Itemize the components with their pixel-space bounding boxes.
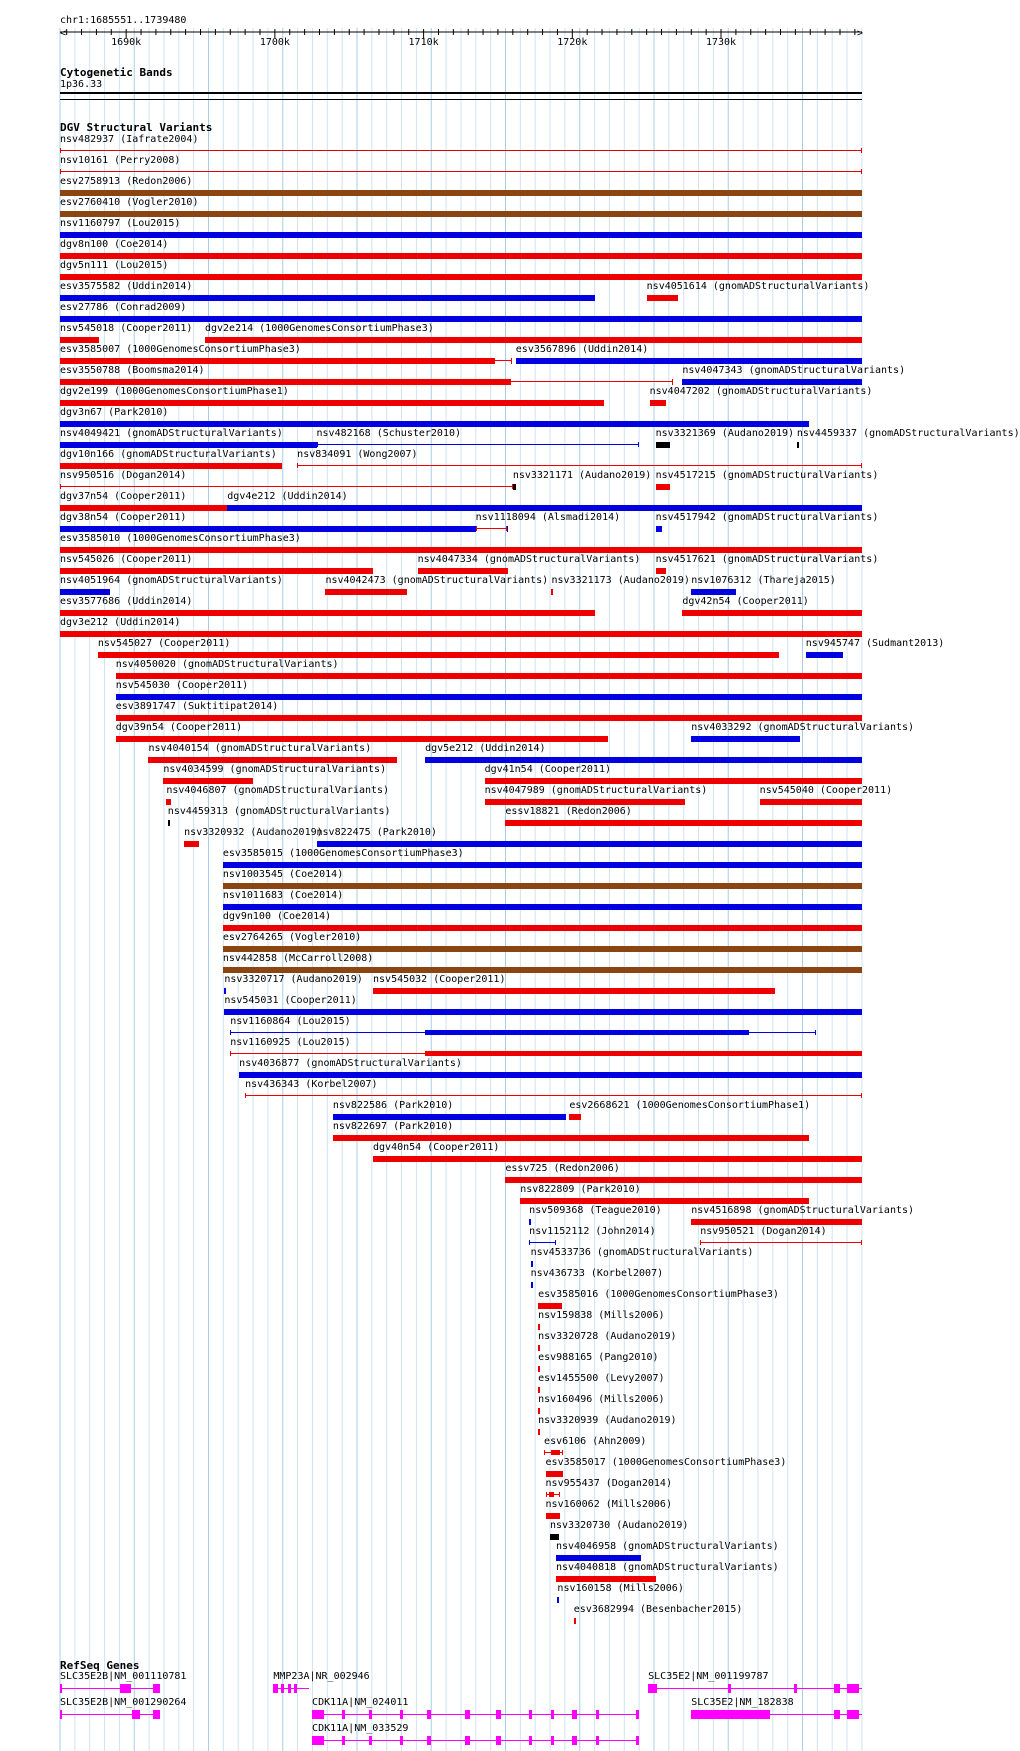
variant-label[interactable]: nsv1152112 (John2014) <box>529 1226 656 1237</box>
variant-label[interactable]: nsv3320728 (Audano2019) <box>538 1331 677 1342</box>
variant-label[interactable]: nsv482937 (Iafrate2004) <box>60 134 199 145</box>
variant-label[interactable]: nsv1160925 (Lou2015) <box>230 1037 351 1048</box>
gene-exon[interactable] <box>794 1684 797 1693</box>
variant-label[interactable]: esv3567896 (Uddin2014) <box>515 344 649 355</box>
gene-exon[interactable] <box>465 1710 469 1719</box>
gene-intron[interactable] <box>312 1714 639 1715</box>
variant-label[interactable]: esv3585017 (1000GenomesConsortiumPhase3) <box>545 1457 787 1468</box>
variant-label[interactable]: nsv4034599 (gnomADStructuralVariants) <box>163 764 387 775</box>
gene-label[interactable]: MMP23A|NR_002946 <box>273 1671 370 1682</box>
variant-label[interactable]: esv3585016 (1000GenomesConsortiumPhase3) <box>538 1289 779 1300</box>
variant-label[interactable]: nsv545026 (Cooper2011) <box>60 554 193 565</box>
variant-label[interactable]: nsv160158 (Mills2006) <box>557 1583 684 1594</box>
variant-label[interactable]: nsv4046807 (gnomADStructuralVariants) <box>166 785 390 796</box>
ruler-tick-label: 1690k <box>111 37 142 48</box>
gene-exon[interactable] <box>427 1710 431 1719</box>
variant-label[interactable]: nsv509368 (Teague2010) <box>529 1205 662 1216</box>
variant-label[interactable]: nsv3321171 (Audano2019) <box>512 470 652 481</box>
variant-label[interactable]: nsv4051964 (gnomADStructuralVariants) <box>60 575 283 586</box>
variant-label[interactable]: dgv2e214 (1000GenomesConsortiumPhase3) <box>204 323 434 334</box>
variant-label[interactable]: nsv545031 (Cooper2011) <box>224 995 357 1006</box>
gene-exon[interactable] <box>400 1736 403 1745</box>
gene-exon[interactable] <box>153 1710 160 1719</box>
variant-label[interactable]: dgv8n100 (Coe2014) <box>60 239 169 250</box>
variant-label[interactable]: nsv4459313 (gnomADStructuralVariants) <box>167 806 391 817</box>
variant-label[interactable]: nsv822475 (Park2010) <box>316 827 437 838</box>
variant-label[interactable]: esv3550788 (Boomsma2014) <box>60 365 205 376</box>
gene-exon[interactable] <box>551 1736 554 1745</box>
variant-label[interactable]: esv3682994 (Besenbacher2015) <box>573 1604 743 1615</box>
variant-label[interactable]: nsv945747 (Sudmant2013) <box>805 638 945 649</box>
gene-exon[interactable] <box>847 1684 859 1693</box>
variant-label[interactable]: dgv39n54 (Cooper2011) <box>115 722 243 733</box>
variant-label[interactable]: nsv4517621 (gnomADStructuralVariants) <box>655 554 879 565</box>
cyto-track-title: Cytogenetic Bands <box>60 66 173 79</box>
gene-exon[interactable] <box>596 1736 599 1745</box>
variant-label[interactable]: esv27786 (Conrad2009) <box>60 302 187 313</box>
gene-exon[interactable] <box>529 1736 532 1745</box>
variant-label[interactable]: nsv4049421 (gnomADStructuralVariants) <box>60 428 283 439</box>
locus-label: chr1:1685551..1739480 <box>60 15 187 26</box>
variant-label[interactable]: esv3575582 (Uddin2014) <box>60 281 193 292</box>
variant-label[interactable]: nsv4047334 (gnomADStructuralVariants) <box>417 554 641 565</box>
variant-label[interactable]: nsv4050020 (gnomADStructuralVariants) <box>115 659 339 670</box>
variant-label[interactable]: nsv834091 (Wong2007) <box>297 449 418 460</box>
variant-label[interactable]: nsv950521 (Dogan2014) <box>700 1226 827 1237</box>
variant-label[interactable]: nsv4517942 (gnomADStructuralVariants) <box>655 512 879 523</box>
gene-intron[interactable] <box>60 1714 160 1715</box>
ruler-tick-label: 1720k <box>557 37 588 48</box>
variant-label[interactable]: esv2758913 (Redon2006) <box>60 176 193 187</box>
gene-exon[interactable] <box>572 1736 576 1745</box>
gene-exon[interactable] <box>60 1710 62 1719</box>
variant-label[interactable]: dgv2e199 (1000GenomesConsortiumPhase1) <box>60 386 289 397</box>
variant-label[interactable]: nsv4459337 (gnomADStructuralVariants) <box>796 428 1020 439</box>
variant-label[interactable]: esv2760410 (Vogler2010) <box>60 197 199 208</box>
variant-label[interactable]: nsv1003545 (Coe2014) <box>222 869 344 880</box>
variant-label[interactable]: nsv822809 (Park2010) <box>520 1184 641 1195</box>
variant-label[interactable]: nsv3320932 (Audano2019) <box>184 827 323 838</box>
variant-label[interactable]: dgv40n54 (Cooper2011) <box>373 1142 500 1153</box>
variant-label[interactable]: nsv4517215 (gnomADStructuralVariants) <box>655 470 879 481</box>
variant-label[interactable]: nsv436343 (Korbel2007) <box>245 1079 378 1090</box>
cyto-band-label: 1p36.33 <box>60 79 103 90</box>
variant-label[interactable]: nsv3321173 (Audano2019) <box>551 575 690 586</box>
gene-exon[interactable] <box>496 1710 500 1719</box>
variant-label[interactable]: dgv3n67 (Park2010) <box>60 407 169 418</box>
gene-exon[interactable] <box>273 1684 277 1693</box>
gene-exon[interactable] <box>551 1710 554 1719</box>
variant-label[interactable]: dgv5e212 (Uddin2014) <box>425 743 546 754</box>
variant-label[interactable]: dgv9n100 (Coe2014) <box>222 911 332 922</box>
variant-label[interactable]: essv725 (Redon2006) <box>505 1163 620 1174</box>
gene-exon[interactable] <box>400 1710 403 1719</box>
gene-exon[interactable] <box>294 1684 297 1693</box>
variant-label[interactable]: nsv482168 (Schuster2010) <box>316 428 462 439</box>
variant-label[interactable]: nsv4046958 (gnomADStructuralVariants) <box>555 1541 779 1552</box>
variant-label[interactable]: esv988165 (Pang2010) <box>538 1352 659 1363</box>
gene-label[interactable]: SLC35E2B|NM_001110781 <box>60 1671 187 1682</box>
gene-exon[interactable] <box>369 1710 372 1719</box>
variant-label[interactable]: nsv3320939 (Audano2019) <box>538 1415 677 1426</box>
gene-exon[interactable] <box>60 1684 62 1693</box>
gene-exon[interactable] <box>120 1684 130 1693</box>
gene-exon[interactable] <box>529 1710 532 1719</box>
variant-label[interactable]: dgv42n54 (Cooper2011) <box>682 596 809 607</box>
variant-label[interactable]: dgv3e212 (Uddin2014) <box>60 617 181 628</box>
variant-label[interactable]: nsv4533736 (gnomADStructuralVariants) <box>530 1247 754 1258</box>
gene-label[interactable]: SLC35E2B|NM_001290264 <box>60 1697 187 1708</box>
variant-label[interactable]: nsv1011683 (Coe2014) <box>222 890 344 901</box>
gene-intron[interactable] <box>60 1688 160 1689</box>
variant-label[interactable]: nsv545030 (Cooper2011) <box>115 680 249 691</box>
variant-label[interactable]: nsv4051614 (gnomADStructuralVariants) <box>646 281 870 292</box>
ruler-tick-label: 1710k <box>408 37 439 48</box>
variant-label[interactable]: nsv4042473 (gnomADStructuralVariants) <box>325 575 549 586</box>
variant-label[interactable]: essv18821 (Redon2006) <box>505 806 632 817</box>
variant-label[interactable]: dgv10n166 (gnomADStructuralVariants) <box>60 449 277 460</box>
variant-label[interactable]: nsv3320717 (Audano2019) <box>224 974 363 985</box>
variant-label[interactable]: nsv4033292 (gnomADStructuralVariants) <box>691 722 915 733</box>
variant-label[interactable]: nsv4040818 (gnomADStructuralVariants) <box>555 1562 779 1573</box>
variant-label[interactable]: dgv5n111 (Lou2015) <box>60 260 169 271</box>
variant-label[interactable]: nsv160062 (Mills2006) <box>545 1499 672 1510</box>
variant-label[interactable]: nsv159838 (Mills2006) <box>538 1310 665 1321</box>
gene-exon[interactable] <box>281 1684 284 1693</box>
gene-exon[interactable] <box>648 1684 657 1693</box>
gene-exon[interactable] <box>312 1710 324 1719</box>
variant-label[interactable]: nsv442858 (McCarroll2008) <box>222 953 374 964</box>
gene-exon[interactable] <box>342 1736 345 1745</box>
ruler-right-arrow: > <box>857 28 864 39</box>
gene-exon[interactable] <box>427 1736 431 1745</box>
gene-exon[interactable] <box>312 1736 324 1745</box>
variant-label[interactable]: nsv436733 (Korbel2007) <box>530 1268 664 1279</box>
variant-label[interactable]: nsv545040 (Cooper2011) <box>759 785 893 796</box>
variant-label[interactable]: nsv4040154 (gnomADStructuralVariants) <box>148 743 372 754</box>
variant-label[interactable]: esv3585010 (1000GenomesConsortiumPhase3) <box>60 533 301 544</box>
dgv-track-title: DGV Structural Variants <box>60 121 213 134</box>
variant-label[interactable]: nsv10161 (Perry2008) <box>60 155 181 166</box>
variant-label[interactable]: esv3585007 (1000GenomesConsortiumPhase3) <box>60 344 301 355</box>
variant-label[interactable]: nsv4047202 (gnomADStructuralVariants) <box>649 386 873 397</box>
variant-label[interactable]: nsv1076312 (Thareja2015) <box>691 575 836 586</box>
variant-label[interactable]: nsv822586 (Park2010) <box>332 1100 454 1111</box>
variant-label[interactable]: dgv41n54 (Cooper2011) <box>484 764 611 775</box>
variant-label[interactable]: nsv4516898 (gnomADStructuralVariants) <box>691 1205 915 1216</box>
variant-label[interactable]: esv3585015 (1000GenomesConsortiumPhase3) <box>222 848 464 859</box>
gene-exon[interactable] <box>465 1736 469 1745</box>
gene-intron[interactable] <box>312 1740 639 1741</box>
variant-label[interactable]: nsv3320730 (Audano2019) <box>549 1520 689 1531</box>
gene-exon[interactable] <box>847 1710 859 1719</box>
ruler-tick-label: 1730k <box>705 37 737 48</box>
variant-label[interactable]: dgv38n54 (Cooper2011) <box>60 512 187 523</box>
gene-label[interactable]: CDK11A|NM_024011 <box>312 1697 409 1708</box>
variant-label[interactable]: nsv160496 (Mills2006) <box>538 1394 665 1405</box>
gene-exon[interactable] <box>834 1710 840 1719</box>
gene-exon[interactable] <box>691 1710 770 1719</box>
variant-label[interactable]: nsv545032 (Cooper2011) <box>373 974 506 985</box>
variant-label[interactable]: esv6106 (Ahn2009) <box>544 1436 647 1447</box>
variant-label[interactable]: nsv822697 (Park2010) <box>332 1121 454 1132</box>
gene-exon[interactable] <box>636 1710 639 1719</box>
variant-label[interactable]: nsv1160797 (Lou2015) <box>60 218 181 229</box>
variant-label[interactable]: nsv955437 (Dogan2014) <box>545 1478 672 1489</box>
variant-label[interactable]: nsv1160864 (Lou2015) <box>230 1016 351 1027</box>
variant-label[interactable]: esv1455500 (Levy2007) <box>538 1373 665 1384</box>
gene-exon[interactable] <box>496 1736 500 1745</box>
variant-label[interactable]: nsv545018 (Cooper2011) <box>60 323 193 334</box>
variant-label[interactable]: esv3891747 (Suktitipat2014) <box>115 701 279 712</box>
variant-label[interactable]: nsv4047343 (gnomADStructuralVariants) <box>682 365 906 376</box>
gene-label[interactable]: SLC35E2|NM_182838 <box>691 1697 794 1708</box>
variant-label[interactable]: nsv4036877 (gnomADStructuralVariants) <box>239 1058 462 1069</box>
gene-label[interactable]: CDK11A|NM_033529 <box>312 1723 409 1734</box>
ruler-left-arrow: < <box>60 28 67 39</box>
gene-exon[interactable] <box>572 1710 576 1719</box>
gene-exon[interactable] <box>342 1710 345 1719</box>
gene-intron[interactable] <box>648 1688 862 1689</box>
gene-exon[interactable] <box>834 1684 840 1693</box>
variant-label[interactable]: esv2668621 (1000GenomesConsortiumPhase1) <box>569 1100 811 1111</box>
gene-intron[interactable] <box>273 1688 309 1689</box>
gene-label[interactable]: SLC35E2|NM_001199787 <box>648 1671 769 1682</box>
variant-label[interactable]: nsv545027 (Cooper2011) <box>97 638 231 649</box>
variant-label[interactable]: esv3577686 (Uddin2014) <box>60 596 193 607</box>
gene-exon[interactable] <box>728 1684 731 1693</box>
variant-label[interactable]: nsv4047989 (gnomADStructuralVariants) <box>484 785 708 796</box>
gene-exon[interactable] <box>596 1710 599 1719</box>
gene-exon[interactable] <box>636 1736 639 1745</box>
variant-label[interactable]: esv2764265 (Vogler2010) <box>222 932 362 943</box>
refseq-track-title: RefSeq Genes <box>60 1659 140 1672</box>
gene-exon[interactable] <box>132 1710 139 1719</box>
variant-label[interactable]: nsv3321369 (Audano2019) <box>655 428 795 439</box>
gene-exon[interactable] <box>369 1736 372 1745</box>
ruler-tick-label: 1700k <box>259 37 290 48</box>
variant-label[interactable]: nsv1118094 (Alsmadi2014) <box>475 512 621 523</box>
gene-exon[interactable] <box>153 1684 160 1693</box>
gene-exon[interactable] <box>288 1684 291 1693</box>
variant-label[interactable]: dgv37n54 (Cooper2011) <box>60 491 187 502</box>
variant-label[interactable]: dgv4e212 (Uddin2014) <box>227 491 348 502</box>
variant-label[interactable]: nsv950516 (Dogan2014) <box>60 470 187 481</box>
